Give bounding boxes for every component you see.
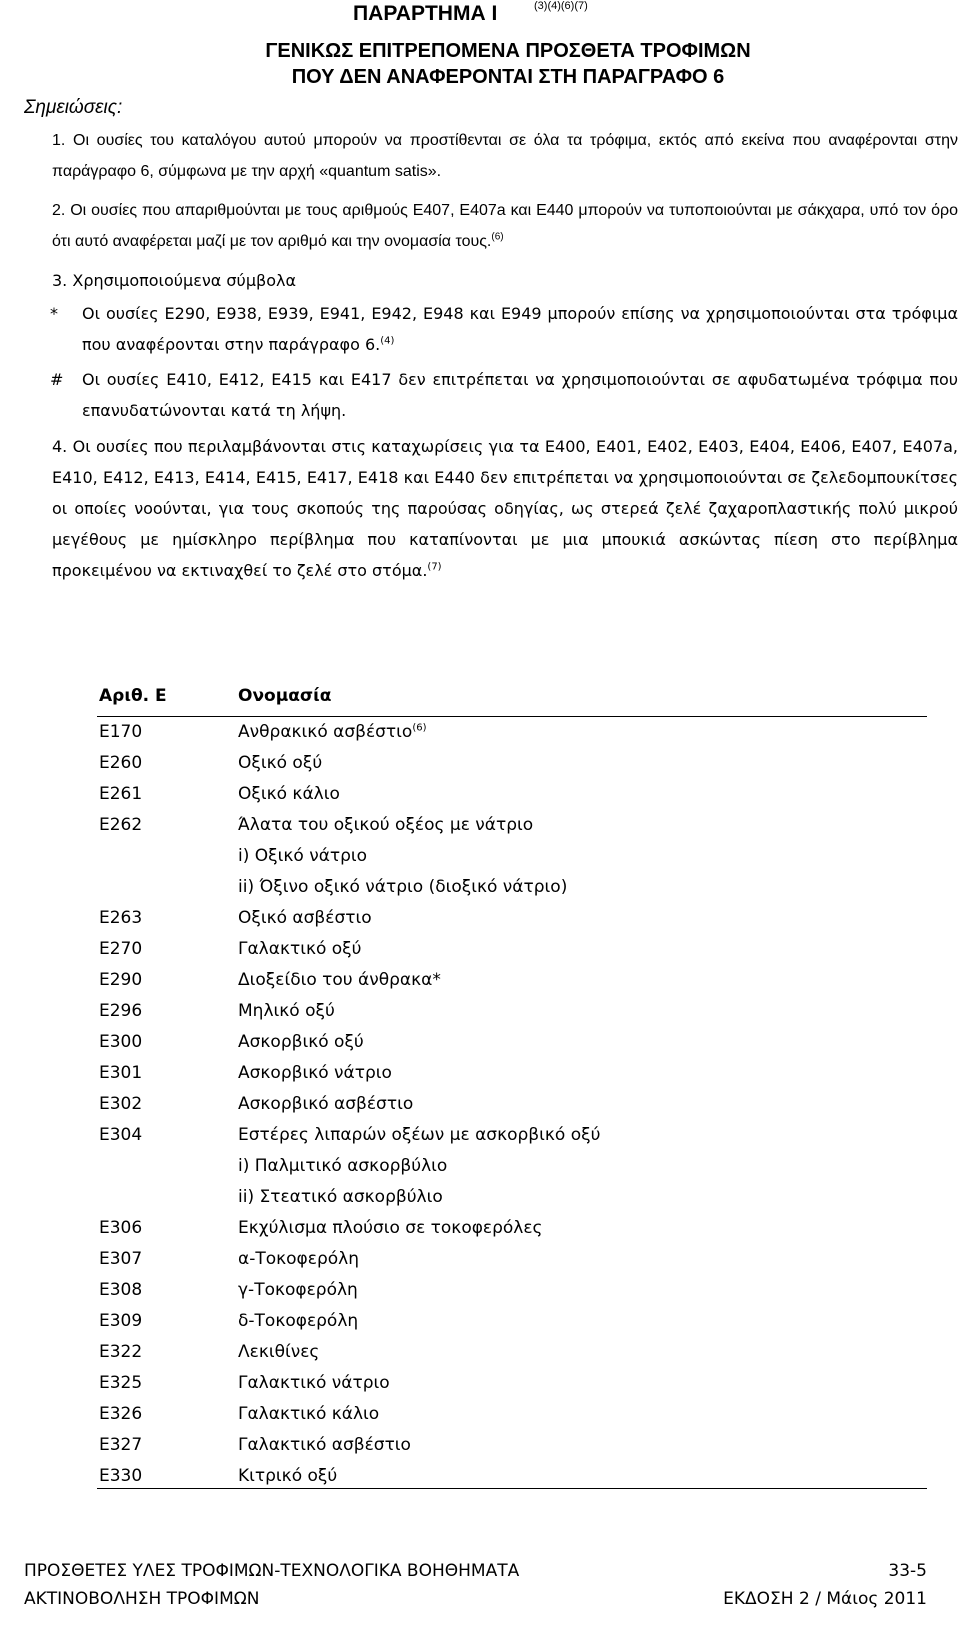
- table-row-name-text: i) Παλμιτικό ασκορβύλιο: [238, 1156, 448, 1176]
- table-row-name: [238, 1063, 392, 1083]
- table-row-name: [238, 753, 322, 773]
- table-row-code: E301: [99, 1063, 143, 1083]
- note-4: [52, 431, 958, 586]
- table-row-name-text: Άλατα του οξικού οξέος με νάτριο: [238, 815, 534, 835]
- table-row-name: [238, 1218, 543, 1238]
- note-3-star-item: [82, 298, 958, 360]
- table-row-name: [238, 1094, 413, 1114]
- table-row-name: [238, 815, 533, 835]
- table-row-code: E304: [99, 1125, 143, 1145]
- table-row-name-text: Γαλακτικό νάτριο: [238, 1373, 390, 1393]
- table-row-name: [238, 1001, 335, 1021]
- edition-label: ΕΚΔΟΣΗ 2 / Μάιος 2011: [723, 1589, 927, 1609]
- note-1: 1. Οι ουσίες του καταλόγου αυτού μπορούν να προστίθενται σε όλα τα τρόφιμα, εκτός από εκείνα που αναφέρονται στην παράγραφο 6, σύμφωνα με την αρχή «quantum satis».: [52, 132, 958, 180]
- table-row-name: [238, 1342, 319, 1362]
- table-header-divider: [97, 716, 927, 717]
- table-row-code: E296: [99, 1001, 143, 1021]
- note-3-hash-item: Οι ουσίες E410, E412, E415 και E417 δεν επιτρέπεται να χρησιμοποιούνται σε αφυδατωμένα τρόφιμα που επανυδατώνονται κατά τη λήψη.: [82, 370, 958, 420]
- table-row-code: E300: [99, 1032, 143, 1052]
- table-row-name-text: Οξικό κάλιο: [238, 784, 340, 804]
- table-row-name: [238, 939, 362, 959]
- table-row-name-text: Μηλικό οξύ: [238, 1001, 335, 1021]
- table-row-name: [238, 846, 367, 866]
- table-row-name-text: Οξικό ασβέστιο: [238, 908, 372, 928]
- table-row-name-text: Οξικό οξύ: [238, 753, 323, 773]
- table-row-code: E306: [99, 1218, 143, 1238]
- table-row-name-text: i) Οξικό νάτριο: [238, 846, 368, 866]
- table-row-name-text: Κιτρικό οξύ: [238, 1466, 338, 1486]
- table-row-name: [238, 1125, 600, 1145]
- footer-title-line1: ΠΡΟΣΘΕΤΕΣ ΥΛΕΣ ΤΡΟΦΙΜΩΝ-ΤΕΧΝΟΛΟΓΙΚΑ ΒΟΗΘΗΜΑΤΑ: [24, 1561, 520, 1581]
- note-3-star-marker: *: [50, 304, 58, 323]
- table-row-code: E327: [99, 1435, 143, 1455]
- table-row-code: E322: [99, 1342, 143, 1362]
- table-row-name: [238, 1404, 379, 1424]
- table-row-name: [238, 784, 340, 804]
- table-row-name-text: α-Τοκοφερόλη: [238, 1249, 359, 1269]
- table-row-code: E270: [99, 939, 143, 959]
- table-row-name: [238, 722, 426, 742]
- table-row-name: [238, 970, 441, 990]
- table-row-name: [238, 1249, 359, 1269]
- page-number: 33-5: [888, 1561, 927, 1581]
- table-row-code: E261: [99, 784, 143, 804]
- document-subtitle-line1: ΓΕΝΙΚΩΣ ΕΠΙΤΡΕΠΟΜΕΝΑ ΠΡΟΣΘΕΤΑ ΤΡΟΦΙΜΩΝ: [265, 40, 751, 62]
- table-row-code: E307: [99, 1249, 143, 1269]
- table-row-code: E308: [99, 1280, 143, 1300]
- table-row-name: [238, 1032, 364, 1052]
- table-row-name-text: Γαλακτικό κάλιο: [238, 1404, 380, 1424]
- table-row-name-text: γ-Τοκοφερόλη: [238, 1280, 358, 1300]
- table-row-code: E330: [99, 1466, 143, 1486]
- table-row-name: [238, 1373, 390, 1393]
- table-row-name: [238, 877, 567, 897]
- table-row-code: E262: [99, 815, 143, 835]
- table-row-name-text: Εστέρες λιπαρών οξέων με ασκορβικό οξύ: [238, 1125, 601, 1145]
- notes-heading: Σημειώσεις:: [24, 97, 123, 118]
- table-row-name: [238, 1466, 337, 1486]
- note-3-star-reference: (4): [380, 335, 395, 347]
- table-bottom-divider: [97, 1488, 927, 1489]
- table-row-reference: (6): [412, 722, 427, 734]
- document-subtitle-line2: ΠΟΥ ΔΕΝ ΑΝΑΦΕΡΟΝΤΑΙ ΣΤΗ ΠΑΡΑΓΡΑΦΟ 6: [291, 66, 725, 88]
- note-2-reference: (6): [491, 231, 504, 243]
- note-4-text: 4. Οι ουσίες που περιλαμβάνονται στις καταχωρίσεις για τα E400, E401, E402, E403, E404, E406, E407, E407a, E410, E412, E413, E414, E415, E417, E418 και E440 δεν επιτρέπεται να χρησιμοποιούνται σε ζελεδομπουκίτσες οι οποίες νοούνται, για τους σκοπούς της παρούσας οδηγίας, ως στερεά ζελέ ζαχαροπλαστικής πολύ μικρού μεγέθους με ημίσκληρο περίβλημα που καταπίνονται με μια μπουκιά ασκώντας πίεση στο περίβλημα προκειμένου να εκτιναχθεί το ζελέ στο στόμα.: [52, 437, 958, 580]
- table-row-name-text: Γαλακτικό ασβέστιο: [238, 1435, 411, 1455]
- footer-title-line2: ΑΚΤΙΝΟΒΟΛΗΣΗ ΤΡΟΦΙΜΩΝ: [24, 1589, 260, 1609]
- table-row-name: [238, 1280, 358, 1300]
- table-row-code: E326: [99, 1404, 143, 1424]
- table-row-code: E309: [99, 1311, 143, 1331]
- table-row-name-text: Λεκιθίνες: [238, 1342, 320, 1362]
- table-row-code: E170: [99, 722, 143, 742]
- table-header-name: Ονομασία: [238, 686, 332, 706]
- annex-references: (3)(4)(6)(7): [534, 0, 588, 12]
- table-row-name-text: Ασκορβικό νάτριο: [238, 1063, 392, 1083]
- table-row-name-text: Διοξείδιο του άνθρακα*: [238, 970, 441, 990]
- note-3-hash-marker: #: [50, 370, 64, 389]
- note-3-star-text: Οι ουσίες E290, E938, E939, E941, E942, E948 και E949 μπορούν επίσης να χρησιμοποιούνται στα τρόφιμα που αναφέρονται στην παράγραφο 6.: [82, 304, 958, 354]
- note-3-heading: 3. Χρησιμοποιούμενα σύμβολα: [52, 271, 297, 290]
- table-row-name-text: δ-Τοκοφερόλη: [238, 1311, 359, 1331]
- table-row-code: E302: [99, 1094, 143, 1114]
- table-row-name: [238, 1311, 358, 1331]
- table-row-name: [238, 1156, 447, 1176]
- table-row-name-text: ii) Στεατικό ασκορβύλιο: [238, 1187, 443, 1207]
- table-row-code: E260: [99, 753, 143, 773]
- table-row-code: E325: [99, 1373, 143, 1393]
- note-2: [52, 195, 958, 257]
- table-row-name: [238, 908, 372, 928]
- table-row-name-text: ii) Όξινο οξικό νάτριο (διοξικό νάτριο): [238, 877, 568, 897]
- annex-title: ΠΑΡΑΡΤΗΜΑ Ι: [353, 2, 498, 25]
- table-row-name-text: Ανθρακικό ασβέστιο: [238, 722, 413, 742]
- table-row-name-text: Γαλακτικό οξύ: [238, 939, 362, 959]
- table-header-code: Αριθ. E: [99, 686, 167, 706]
- table-row-name-text: Ασκορβικό οξύ: [238, 1032, 364, 1052]
- table-row-name-text: Ασκορβικό ασβέστιο: [238, 1094, 414, 1114]
- note-4-reference: (7): [427, 561, 442, 573]
- note-2-text: 2. Οι ουσίες που απαριθμούνται με τους αριθμούς E407, E407a και E440 μπορούν να τυποποιούνται με σάκχαρα, υπό τον όρο ότι αυτό αναφέρεται μαζί με τον αριθμό και την ονομασία τους.: [52, 202, 958, 250]
- table-row-name-text: Εκχύλισμα πλούσιο σε τοκοφερόλες: [238, 1218, 543, 1238]
- table-row-code: E290: [99, 970, 143, 990]
- table-row-name: [238, 1435, 411, 1455]
- table-row-name: [238, 1187, 443, 1207]
- table-row-code: E263: [99, 908, 143, 928]
